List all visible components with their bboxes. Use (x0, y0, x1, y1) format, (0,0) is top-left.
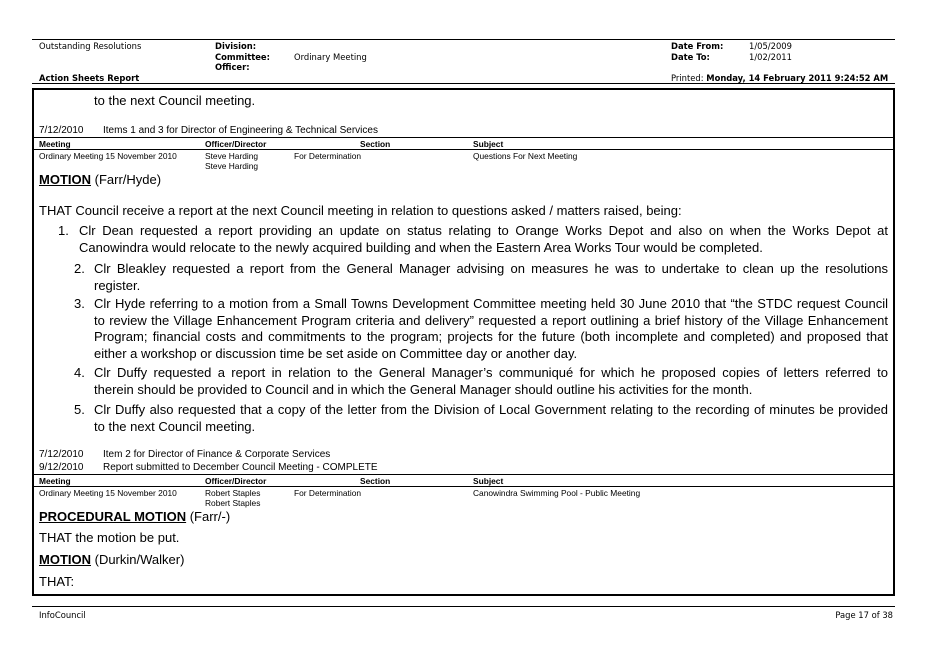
item1-section: For Determination (294, 151, 362, 161)
footer-rule (32, 606, 895, 607)
item2-subject: Canowindra Swimming Pool - Public Meeting (473, 488, 641, 498)
procedural-motion-title: PROCEDURAL MOTION (39, 509, 187, 524)
item1-col-meeting: Meeting (39, 139, 71, 149)
list-item-2-line-2: register. (94, 277, 141, 293)
list-item-5-number: 5. (74, 402, 85, 417)
printed-label: Printed: (671, 73, 704, 83)
item1-table-top-rule (34, 137, 893, 138)
list-item-3-line-1: Clr Hyde referring to a motion from a Small Towns Development Committee meeting held 30 June 2010 that “the STDC request Council (94, 296, 888, 311)
report-name: Outstanding Resolutions (39, 41, 142, 51)
item1-subject: Questions For Next Meeting (473, 151, 578, 161)
report-type: Action Sheets Report (39, 73, 140, 83)
list-item-1-line-2: Canowindra would relocate to the newly acquired building and when the Eastern Area Works Tour would be completed. (79, 239, 763, 255)
item2-motion-text: THAT: (39, 574, 75, 589)
list-item-4-line-1: Clr Duffy requested a report in relation to the General Manager’s communiqué for which he proposed copies of letters referred to (94, 365, 888, 380)
list-item-5 (94, 402, 888, 435)
item1-motion-title: MOTION (39, 172, 91, 187)
list-item-1-line-1: Clr Dean requested a report providing an update on status relating to Orange Works Depot and also on when the Works Depot at (79, 223, 888, 238)
item1-motion-movers: (Farr/Hyde) (91, 172, 162, 187)
committee-value: Ordinary Meeting (294, 52, 367, 62)
item1-col-subject: Subject (473, 139, 504, 149)
list-item-3-line-3: Program; financial costs and commitments to the program; projects for the future (both incomplete and completed) and proposed that (94, 329, 888, 344)
item2-motion-heading (39, 552, 184, 567)
item1-date: 7/12/2010 (39, 125, 84, 136)
item2-motion-movers: (Durkin/Walker) (91, 552, 185, 567)
procedural-motion-heading (39, 509, 230, 524)
date-to-label: Date To: (671, 52, 710, 62)
item2-note-1: Item 2 for Director of Finance & Corporate Services (103, 449, 331, 460)
footer-system: InfoCouncil (39, 610, 86, 620)
procedural-motion-movers: (Farr/-) (186, 509, 231, 524)
list-item-2 (94, 261, 888, 294)
list-item-3-line-4: either a workshop or discussion time be set aside on Committee day or another day. (94, 345, 578, 361)
list-item-5-line-2: to the next Council meeting. (94, 418, 256, 434)
list-item-4-number: 4. (74, 365, 85, 380)
item2-note-2: Report submitted to December Council Meeting - COMPLETE (103, 462, 378, 473)
date-from-value: 1/05/2009 (749, 41, 792, 51)
list-item-5-line-1: Clr Duffy also requested that a copy of the letter from the Division of Local Government relating to the recording of minutes be provided (94, 402, 888, 417)
item1-motion-heading (39, 172, 161, 187)
item1-officer-2: Steve Harding (205, 161, 259, 171)
printed-value: Monday, 14 February 2011 9:24:52 AM (706, 73, 889, 83)
officer-label: Officer: (215, 62, 250, 72)
list-item-1 (79, 223, 888, 256)
item2-section: For Determination (294, 488, 362, 498)
item2-col-subject: Subject (473, 476, 504, 486)
list-item-4-line-2: therein should be provided to Council and in which the General Manager should outline his activities for the month. (94, 381, 753, 397)
list-item-3 (94, 296, 888, 362)
item2-officer-1: Robert Staples (205, 488, 261, 498)
item1-note: Items 1 and 3 for Director of Engineering & Technical Services (103, 125, 378, 136)
committee-label: Committee: (215, 52, 270, 62)
carryover-text: to the next Council meeting. (94, 93, 256, 108)
item2-meeting: Ordinary Meeting 15 November 2010 (39, 488, 177, 498)
list-item-3-number: 3. (74, 296, 85, 311)
item1-meeting: Ordinary Meeting 15 November 2010 (39, 151, 177, 161)
list-item-4 (94, 365, 888, 398)
list-item-1-number: 1. (58, 223, 69, 238)
item2-table-top-rule (34, 474, 893, 475)
footer-page-number: Page 17 of 38 (835, 610, 893, 620)
item1-intro: THAT Council receive a report at the next Council meeting in relation to questions asked / matters raised, being: (39, 203, 682, 218)
list-item-2-line-1: Clr Bleakley requested a report from the General Manager advising on measures he was to undertake to clean up the resolutions (94, 261, 888, 276)
item1-col-section: Section (360, 139, 391, 149)
header-top-rule (32, 39, 895, 40)
item1-officer-1: Steve Harding (205, 151, 259, 161)
header-bottom-rule (32, 83, 895, 84)
item2-officer-2: Robert Staples (205, 498, 261, 508)
printed-stamp (671, 73, 888, 83)
item2-col-officer: Officer/Director (205, 476, 267, 486)
item2-motion-title: MOTION (39, 552, 91, 567)
item2-table-mid-rule (34, 486, 893, 487)
item1-col-officer: Officer/Director (205, 139, 267, 149)
procedural-motion-text: THAT the motion be put. (39, 530, 180, 545)
item2-date-1: 7/12/2010 (39, 449, 84, 460)
division-label: Division: (215, 41, 257, 51)
list-item-2-number: 2. (74, 261, 85, 276)
date-from-label: Date From: (671, 41, 724, 51)
item2-col-meeting: Meeting (39, 476, 71, 486)
list-item-3-line-2: to review the Village Enhancement Program criteria and delivery” requested a report outlining a brief history of the Village Enhancement (94, 312, 888, 328)
item2-date-2: 9/12/2010 (39, 462, 84, 473)
date-to-value: 1/02/2011 (749, 52, 792, 62)
item2-col-section: Section (360, 476, 391, 486)
item1-table-mid-rule (34, 149, 893, 150)
